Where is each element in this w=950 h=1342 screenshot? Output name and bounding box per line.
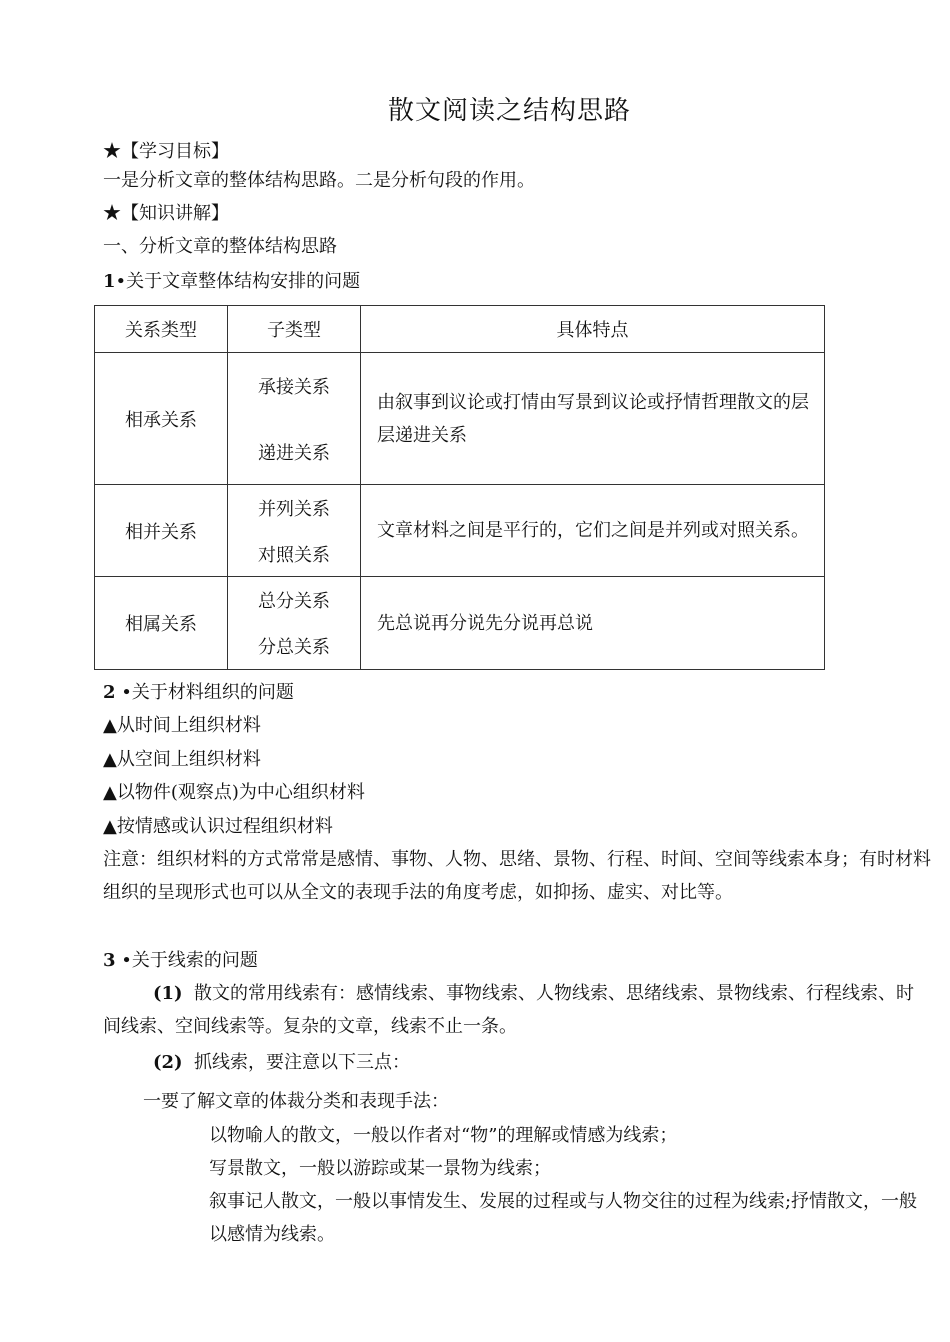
table-header-row [95, 306, 825, 353]
note-paragraph: 注意：组织材料的方式常常是感情、事物、人物、思绪、景物、行程、时间、空间等线索本身；有时材料组织的呈现形式也可以从全文的表现手法的角度考虑，如抑扬、虚实、对比等。 [103, 849, 931, 903]
item1-text: •关于文章整体结构安排的问题 [115, 271, 361, 292]
item2-heading [103, 681, 294, 705]
table-row [95, 485, 825, 577]
item2-number: 2 [103, 682, 116, 703]
clue-paragraph-2 [153, 1051, 410, 1075]
section-subheading: 一、分析文章的整体结构思路 [103, 236, 337, 257]
table-row [95, 353, 825, 485]
type-cell: 相属关系 [95, 577, 228, 670]
item3-heading [103, 949, 258, 973]
learning-goals-text: 一是分析文章的整体结构思路。二是分析句段的作用。 [103, 170, 535, 191]
list-item: ▲以物件(观察点)为中心组织材料 [103, 782, 365, 803]
clue-text-1: 散文的常用线索有：感情线索、事物线索、人物线索、思绪线索、景物线索、行程线索、时间线索、空间线索等。复杂的文章，线索不止一条。 [103, 983, 915, 1037]
subtype-label: 递进关系 [258, 442, 330, 464]
item3-number: 3 [103, 950, 116, 971]
learning-goals-heading: ★【学习目标】 [103, 141, 229, 162]
clue-text-2: 抓线索，要注意以下三点： [194, 1052, 411, 1073]
header-cell: 关系类型 [95, 306, 228, 353]
clue-detail: 以物喻人的散文，一般以作者对“物”的理解或情感为线索； [209, 1125, 678, 1146]
knowledge-heading: ★【知识讲解】 [103, 203, 229, 224]
subtype-label: 并列关系 [258, 498, 330, 520]
description-cell: 由叙事到议论或打情由写景到议论或抒情哲理散文的层层递进关系 [361, 353, 825, 485]
subtype-label: 分总关系 [258, 637, 330, 658]
item3-text: •关于线索的问题 [115, 950, 258, 971]
item2-text: •关于材料组织的问题 [115, 682, 294, 703]
clue-detail: 叙事记人散文，一般以事情发生、发展的过程或与人物交往的过程为线索;抒情散文，一般以感情为线索。 [209, 1191, 918, 1245]
list-item: ▲按情感或认识过程组织材料 [103, 816, 333, 837]
subtype-label: 总分关系 [258, 591, 330, 612]
type-cell: 相并关系 [95, 485, 228, 577]
header-cell: 具体特点 [361, 306, 825, 353]
subtype-cell [228, 353, 361, 485]
clue-intro: 一要了解文章的体裁分类和表现手法： [143, 1091, 449, 1112]
item1-heading [103, 270, 360, 294]
relation-table [94, 305, 825, 670]
clue-paragraph-1 [103, 977, 931, 1043]
subtype-cell [228, 485, 361, 577]
list-item: ▲从空间上组织材料 [103, 749, 261, 770]
description-cell: 先总说再分说先分说再总说 [361, 577, 825, 670]
clue-number-2: (2) [153, 1052, 183, 1073]
description-cell: 文章材料之间是平行的，它们之间是并列或对照关系。 [361, 485, 825, 577]
clue-detail: 写景散文，一般以游踪或某一景物为线索； [209, 1158, 551, 1179]
clue-number-1: (1) [153, 983, 183, 1004]
type-cell: 相承关系 [95, 353, 228, 485]
subtype-label: 承接关系 [258, 376, 330, 398]
page-title: 散文阅读之结构思路 [388, 96, 632, 126]
table-row [95, 577, 825, 670]
list-item: ▲从时间上组织材料 [103, 715, 261, 736]
header-cell: 子类型 [228, 306, 361, 353]
subtype-cell [228, 577, 361, 670]
item1-number: 1 [103, 271, 116, 292]
subtype-label: 对照关系 [258, 544, 330, 566]
